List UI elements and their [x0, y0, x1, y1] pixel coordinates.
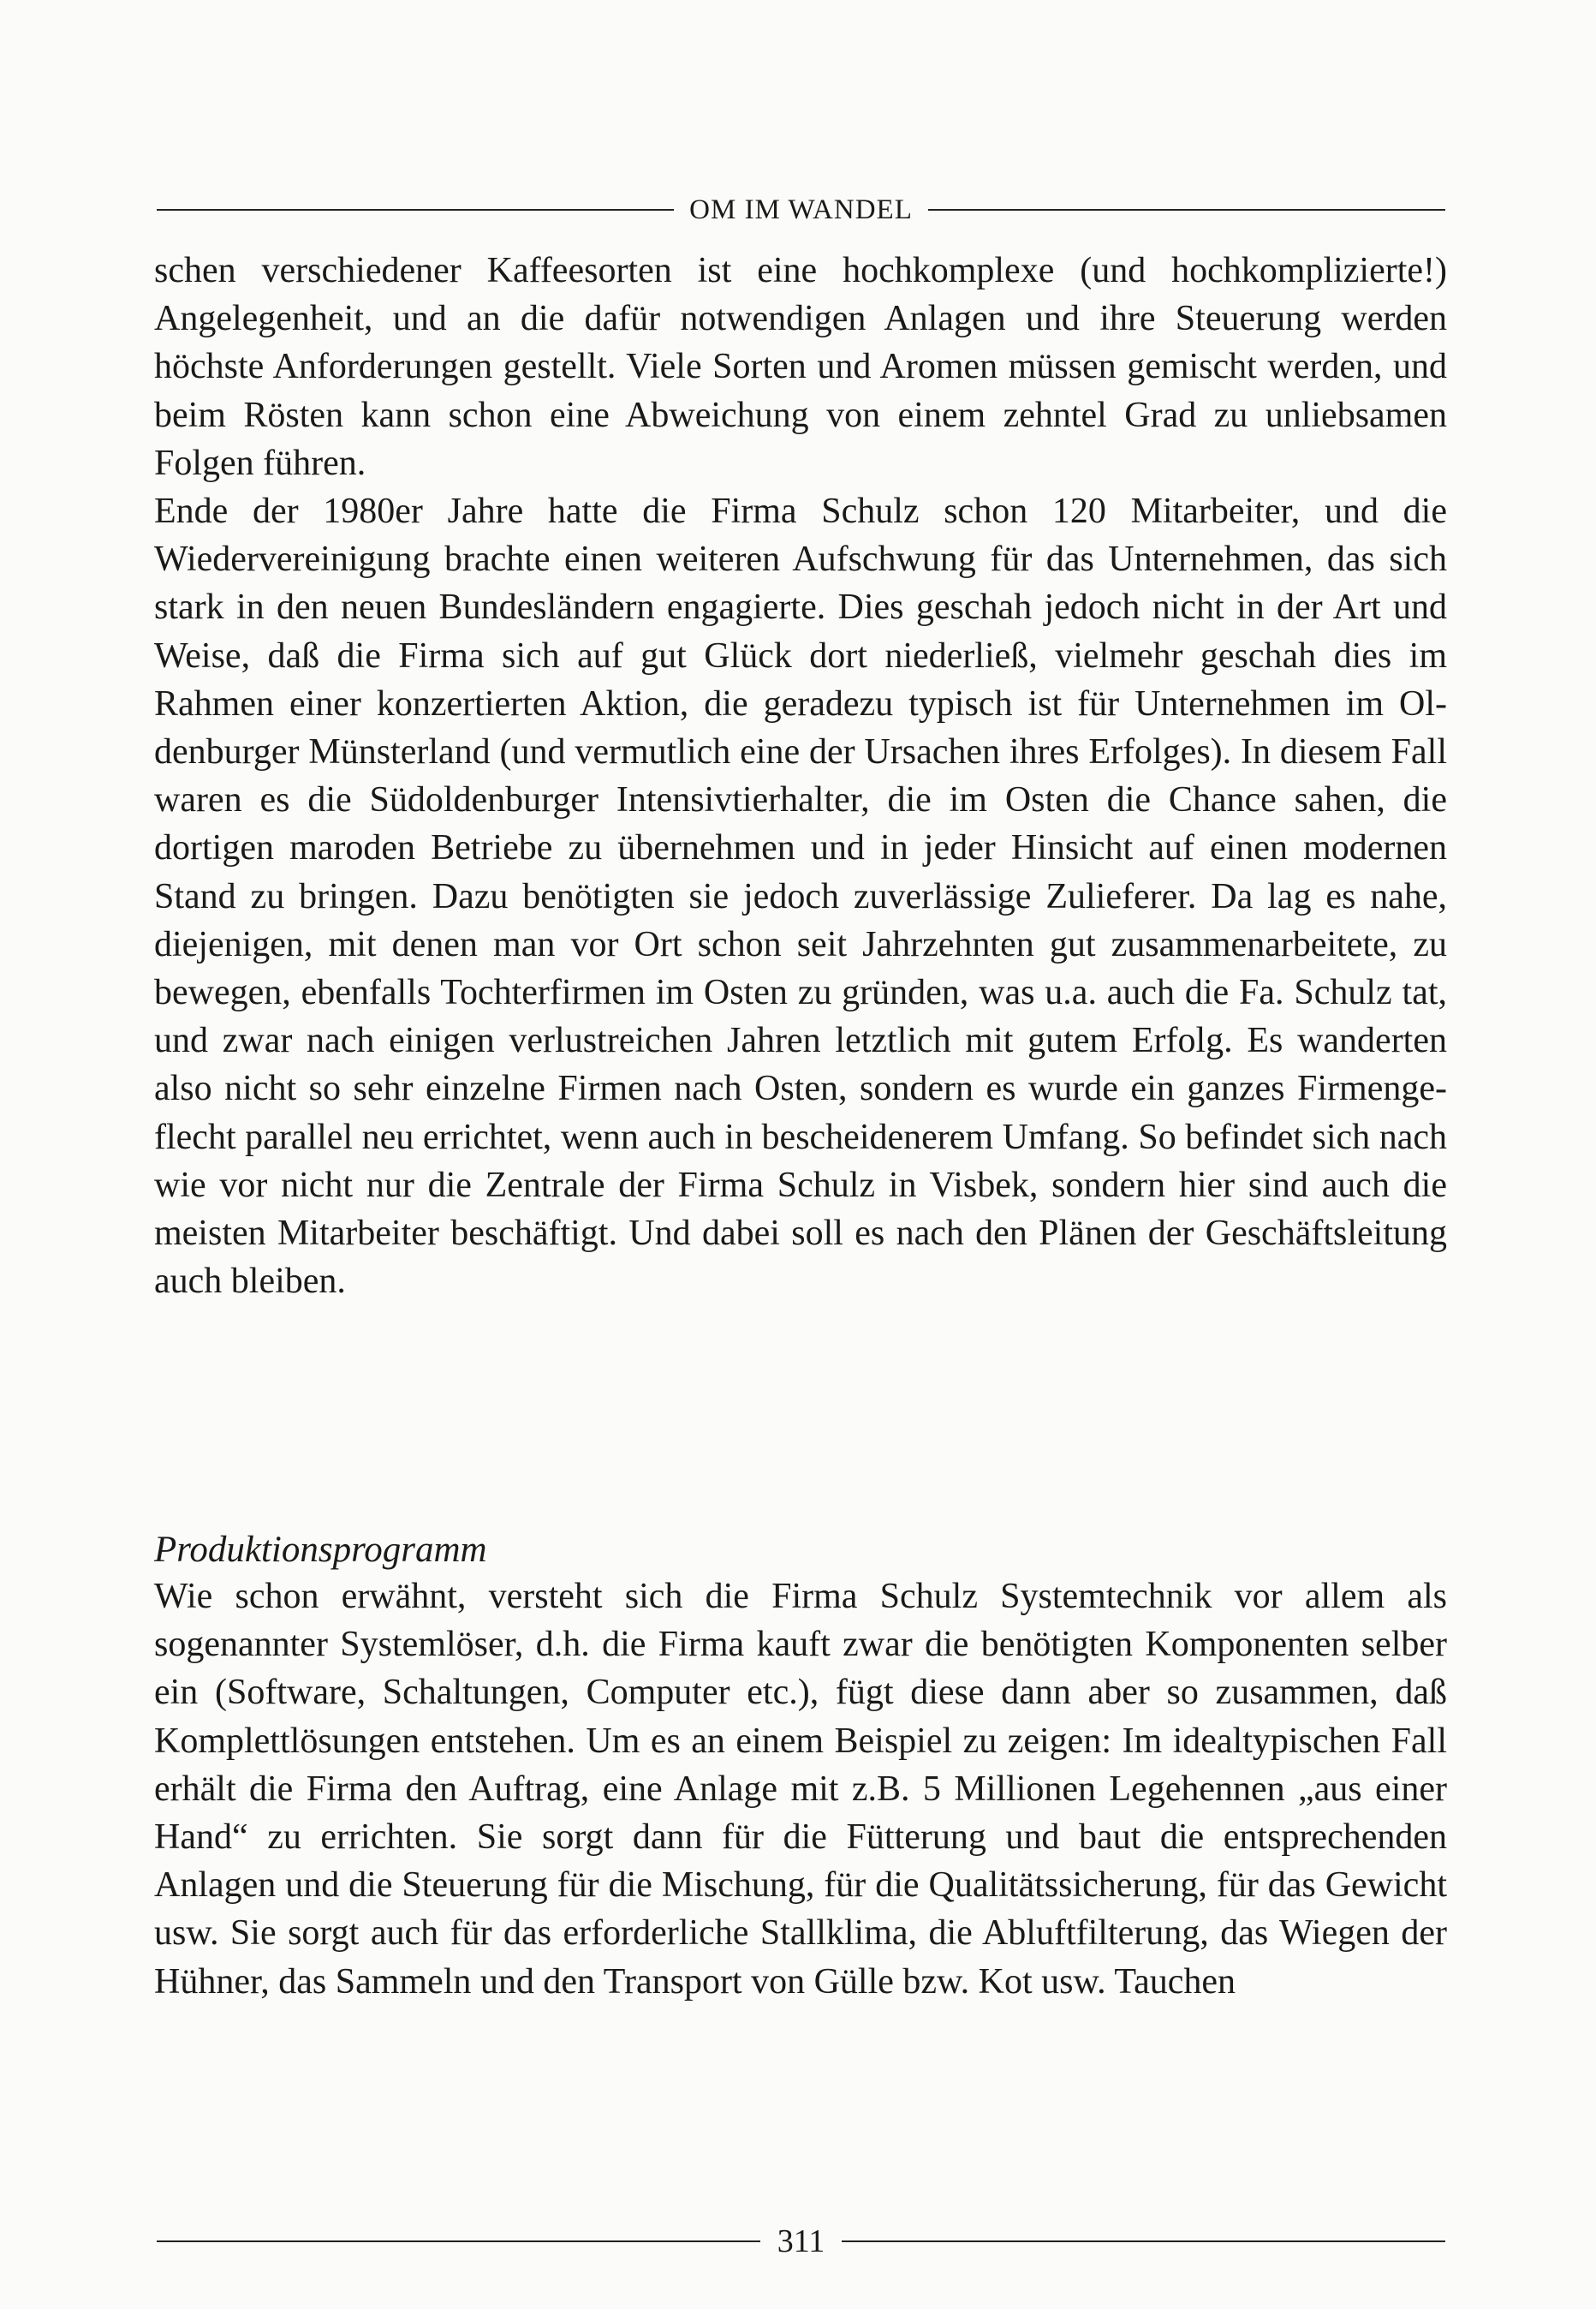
- section-heading: Produktionsprogramm: [154, 1530, 487, 1570]
- footer-rule-right: [842, 2240, 1445, 2242]
- running-header: [157, 188, 1445, 231]
- footer-rule-left: [157, 2240, 760, 2242]
- section-text: [154, 1572, 1447, 2006]
- page-number: 311: [777, 2223, 825, 2259]
- page-footer: [157, 2220, 1445, 2263]
- body-paragraph: Wie schon erwähnt, versteht sich die Firma Schulz Systemtechnik vor allem als sogenannter Systemlöser, d.h. die Firma kauft zwar die benötigten Komponenten selber ein (Software, Schaltungen, Computer etc.), fügt diese dann aber so zusammen, daß Komplettlösungen entstehen. Um es an einem Beispiel zu zeigen: Im idealtypischen Fall erhält die Firma den Auftrag, eine Anlage mit z.B. 5 Millionen Legehennen „aus einer Hand“ zu errichten. Sie sorgt dann für die Fütterung und baut die entsprechenden Anlagen und die Steuerung für die Mischung, für die Qualitätssicherung, für das Gewicht usw. Sie sorgt auch für das erforderliche Stallklima, die Abluftfilterung, das Wiegen der Hühner, das Sammeln und den Transport von Gülle bzw. Kot usw. Tauchen: [154, 1577, 1447, 2002]
- body-paragraph: Ende der 1980er Jahre hatte die Firma Schulz schon 120 Mitarbeiter, und die Wiedervereinigung brachte einen weiteren Aufschwung für das Unternehmen, das sich stark in den neuen Bundesländern engagierte. Dies geschah jedoch nicht in der Art und Weise, daß die Firma sich auf gut Glück dort niederließ, vielmehr geschah dies im Rahmen einer konzertierten Aktion, die geradezu typisch ist für Unternehmen im Oldenburger Münsterland (und vermutlich eine der Ursachen ihres Erfolges). In diesem Fall waren es die Südoldenburger Intensivtierhalter, die im Osten die Chance sahen, die dortigen maroden Betriebe zu übernehmen und in jeder Hinsicht auf einen modernen Stand zu bringen. Dazu benötigten sie jedoch zuverlässige Zulieferer. Da lag es nahe, diejenigen, mit denen man vor Ort schon seit Jahrzehnten gut zusammenarbeitete, zu bewegen, ebenfalls Tochterfirmen im Osten zu gründen, was u.a. auch die Fa. Schulz tat, und zwar nach einigen verlustreichen Jahren letztlich mit gutem Erfolg. Es wanderten also nicht so sehr einzelne Firmen nach Osten, sondern es wurde ein ganzes Firmengeflecht parallel neu errichtet, wenn auch in bescheidenerem Umfang. So befindet sich nach wie vor nicht nur die Zentrale der Firma Schulz in Visbek, sondern hier sind auch die meisten Mitarbeiter beschäftigt. Und dabei soll es nach den Plänen der Geschäftsleitung auch bleiben.: [154, 492, 1447, 1302]
- body-paragraph: schen verschiedener Kaffeesorten ist eine hochkomplexe (und hochkomplizierte!) Angelegenheit, und an die dafür notwendigen Anlagen und ihre Steuerung werden höchste Anforderungen gestellt. Viele Sorten und Aromen müssen gemischt werden, und beim Rösten kann schon eine Abweichung von einem zehntel Grad zu unliebsamen Folgen führen.: [154, 251, 1447, 483]
- running-header-title: OM IM WANDEL: [689, 194, 913, 225]
- header-rule-left: [157, 209, 674, 211]
- header-rule-right: [928, 209, 1445, 211]
- body-text: [154, 247, 1447, 1305]
